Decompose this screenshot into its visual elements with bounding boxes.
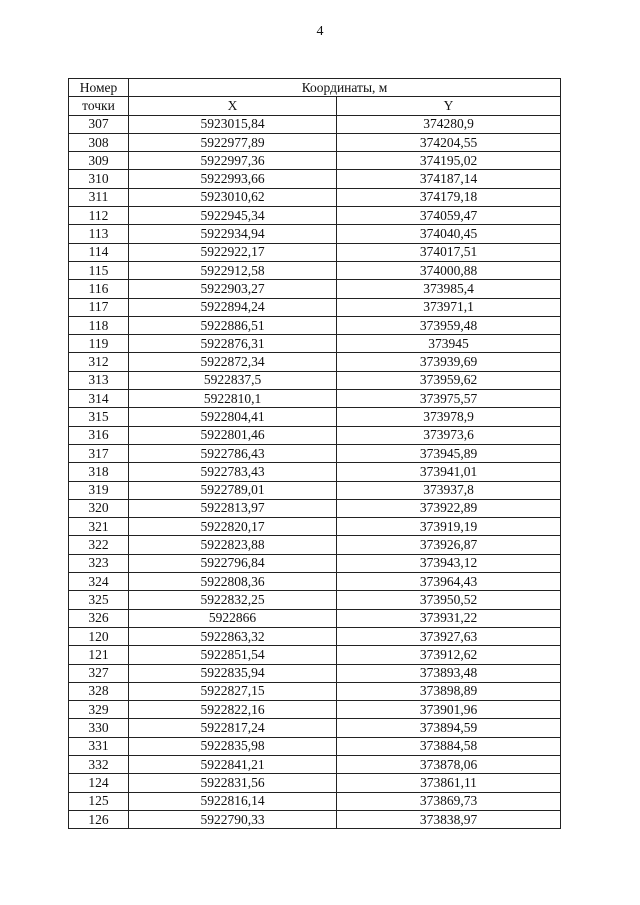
table-row bbox=[69, 316, 561, 334]
table-row bbox=[69, 627, 561, 645]
table-row bbox=[69, 518, 561, 536]
x-coordinate-cell: 5922837,5 bbox=[129, 371, 337, 389]
x-coordinate-cell: 5922804,41 bbox=[129, 408, 337, 426]
point-number-cell: 310 bbox=[69, 170, 129, 188]
y-coordinate-cell: 373939,69 bbox=[337, 353, 561, 371]
table-row bbox=[69, 261, 561, 279]
x-coordinate-cell: 5922977,89 bbox=[129, 133, 337, 151]
y-coordinate-cell: 373973,6 bbox=[337, 426, 561, 444]
y-coordinate-cell: 374017,51 bbox=[337, 243, 561, 261]
table-row bbox=[69, 225, 561, 243]
x-coordinate-cell: 5922820,17 bbox=[129, 518, 337, 536]
table-row bbox=[69, 170, 561, 188]
table-row bbox=[69, 682, 561, 700]
x-coordinate-cell: 5922835,94 bbox=[129, 664, 337, 682]
point-number-cell: 320 bbox=[69, 499, 129, 517]
y-coordinate-cell: 374280,9 bbox=[337, 115, 561, 133]
y-coordinate-cell: 373893,48 bbox=[337, 664, 561, 682]
point-number-cell: 328 bbox=[69, 682, 129, 700]
y-coordinate-cell: 373884,58 bbox=[337, 737, 561, 755]
x-coordinate-cell: 5922827,15 bbox=[129, 682, 337, 700]
y-coordinate-cell: 373985,4 bbox=[337, 280, 561, 298]
point-number-cell: 112 bbox=[69, 207, 129, 225]
y-coordinate-cell: 373869,73 bbox=[337, 792, 561, 810]
point-number-cell: 314 bbox=[69, 390, 129, 408]
y-coordinate-cell: 373931,22 bbox=[337, 609, 561, 627]
point-number-cell: 126 bbox=[69, 810, 129, 828]
point-number-cell: 114 bbox=[69, 243, 129, 261]
y-coordinate-cell: 373945,89 bbox=[337, 444, 561, 462]
table-row bbox=[69, 280, 561, 298]
y-coordinate-cell: 373959,48 bbox=[337, 316, 561, 334]
point-number-cell: 325 bbox=[69, 591, 129, 609]
x-coordinate-cell: 5922796,84 bbox=[129, 554, 337, 572]
x-coordinate-cell: 5922934,94 bbox=[129, 225, 337, 243]
point-number-cell: 321 bbox=[69, 518, 129, 536]
x-coordinate-cell: 5922817,24 bbox=[129, 719, 337, 737]
point-number-cell: 307 bbox=[69, 115, 129, 133]
table-row bbox=[69, 481, 561, 499]
x-coordinate-cell: 5922810,1 bbox=[129, 390, 337, 408]
table-row bbox=[69, 719, 561, 737]
table-row bbox=[69, 371, 561, 389]
y-coordinate-cell: 373927,63 bbox=[337, 627, 561, 645]
point-number-cell: 125 bbox=[69, 792, 129, 810]
point-number-cell: 331 bbox=[69, 737, 129, 755]
point-number-cell: 124 bbox=[69, 774, 129, 792]
table-row bbox=[69, 646, 561, 664]
table-row bbox=[69, 207, 561, 225]
x-coordinate-cell: 5922835,98 bbox=[129, 737, 337, 755]
point-number-cell: 312 bbox=[69, 353, 129, 371]
x-coordinate-cell: 5922886,51 bbox=[129, 316, 337, 334]
table-row bbox=[69, 755, 561, 773]
page-number: 4 bbox=[316, 24, 324, 39]
point-number-cell: 113 bbox=[69, 225, 129, 243]
x-coordinate-cell: 5922841,21 bbox=[129, 755, 337, 773]
y-coordinate-cell: 373941,01 bbox=[337, 463, 561, 481]
x-coordinate-cell: 5922801,46 bbox=[129, 426, 337, 444]
table-row bbox=[69, 133, 561, 151]
x-coordinate-cell: 5922863,32 bbox=[129, 627, 337, 645]
x-coordinate-cell: 5922993,66 bbox=[129, 170, 337, 188]
table-row bbox=[69, 499, 561, 517]
table-row bbox=[69, 737, 561, 755]
point-number-cell: 332 bbox=[69, 755, 129, 773]
table-row bbox=[69, 810, 561, 828]
x-column-header: X bbox=[129, 97, 337, 115]
y-coordinate-cell: 373912,62 bbox=[337, 646, 561, 664]
table-row bbox=[69, 243, 561, 261]
x-coordinate-cell: 5922903,27 bbox=[129, 280, 337, 298]
table-row bbox=[69, 408, 561, 426]
x-coordinate-cell: 5922783,43 bbox=[129, 463, 337, 481]
table-row bbox=[69, 152, 561, 170]
y-coordinate-cell: 374187,14 bbox=[337, 170, 561, 188]
table-row bbox=[69, 188, 561, 206]
x-coordinate-cell: 5922894,24 bbox=[129, 298, 337, 316]
x-coordinate-cell: 5922912,58 bbox=[129, 261, 337, 279]
point-number-cell: 121 bbox=[69, 646, 129, 664]
x-coordinate-cell: 5922997,36 bbox=[129, 152, 337, 170]
point-number-cell: 115 bbox=[69, 261, 129, 279]
y-coordinate-cell: 373937,8 bbox=[337, 481, 561, 499]
y-column-header: Y bbox=[337, 97, 561, 115]
y-coordinate-cell: 374179,18 bbox=[337, 188, 561, 206]
point-number-cell: 326 bbox=[69, 609, 129, 627]
point-number-cell: 317 bbox=[69, 444, 129, 462]
x-coordinate-cell: 5922813,97 bbox=[129, 499, 337, 517]
point-number-cell: 309 bbox=[69, 152, 129, 170]
point-number-cell: 118 bbox=[69, 316, 129, 334]
x-coordinate-cell: 5922832,25 bbox=[129, 591, 337, 609]
table-row bbox=[69, 298, 561, 316]
coordinates-table-body bbox=[69, 79, 561, 829]
x-coordinate-cell: 5922922,17 bbox=[129, 243, 337, 261]
y-coordinate-cell: 373838,97 bbox=[337, 810, 561, 828]
table-row bbox=[69, 444, 561, 462]
point-number-header-line1: Номер bbox=[69, 79, 129, 97]
point-number-cell: 308 bbox=[69, 133, 129, 151]
x-coordinate-cell: 5923015,84 bbox=[129, 115, 337, 133]
y-coordinate-cell: 374000,88 bbox=[337, 261, 561, 279]
table-row bbox=[69, 591, 561, 609]
x-coordinate-cell: 5923010,62 bbox=[129, 188, 337, 206]
y-coordinate-cell: 373950,52 bbox=[337, 591, 561, 609]
x-coordinate-cell: 5922790,33 bbox=[129, 810, 337, 828]
y-coordinate-cell: 373898,89 bbox=[337, 682, 561, 700]
y-coordinate-cell: 373959,62 bbox=[337, 371, 561, 389]
point-number-cell: 315 bbox=[69, 408, 129, 426]
table-row bbox=[69, 774, 561, 792]
y-coordinate-cell: 374059,47 bbox=[337, 207, 561, 225]
table-row bbox=[69, 463, 561, 481]
y-coordinate-cell: 374040,45 bbox=[337, 225, 561, 243]
y-coordinate-cell: 373971,1 bbox=[337, 298, 561, 316]
header-row-1 bbox=[69, 79, 561, 97]
table-row bbox=[69, 115, 561, 133]
point-number-header-line2: точки bbox=[69, 97, 129, 115]
point-number-cell: 329 bbox=[69, 701, 129, 719]
y-coordinate-cell: 373975,57 bbox=[337, 390, 561, 408]
y-coordinate-cell: 374204,55 bbox=[337, 133, 561, 151]
table-row bbox=[69, 609, 561, 627]
table-row bbox=[69, 792, 561, 810]
table-row bbox=[69, 573, 561, 591]
x-coordinate-cell: 5922872,34 bbox=[129, 353, 337, 371]
x-coordinate-cell: 5922808,36 bbox=[129, 573, 337, 591]
x-coordinate-cell: 5922831,56 bbox=[129, 774, 337, 792]
y-coordinate-cell: 373894,59 bbox=[337, 719, 561, 737]
point-number-cell: 319 bbox=[69, 481, 129, 499]
y-coordinate-cell: 373922,89 bbox=[337, 499, 561, 517]
point-number-cell: 119 bbox=[69, 335, 129, 353]
y-coordinate-cell: 373978,9 bbox=[337, 408, 561, 426]
y-coordinate-cell: 373878,06 bbox=[337, 755, 561, 773]
point-number-cell: 324 bbox=[69, 573, 129, 591]
y-coordinate-cell: 373945 bbox=[337, 335, 561, 353]
x-coordinate-cell: 5922816,14 bbox=[129, 792, 337, 810]
point-number-cell: 120 bbox=[69, 627, 129, 645]
point-number-cell: 117 bbox=[69, 298, 129, 316]
table-row bbox=[69, 353, 561, 371]
point-number-cell: 322 bbox=[69, 536, 129, 554]
x-coordinate-cell: 5922823,88 bbox=[129, 536, 337, 554]
y-coordinate-cell: 373926,87 bbox=[337, 536, 561, 554]
coordinates-header: Координаты, м bbox=[129, 79, 561, 97]
y-coordinate-cell: 373919,19 bbox=[337, 518, 561, 536]
point-number-cell: 330 bbox=[69, 719, 129, 737]
x-coordinate-cell: 5922876,31 bbox=[129, 335, 337, 353]
table-row bbox=[69, 701, 561, 719]
y-coordinate-cell: 373943,12 bbox=[337, 554, 561, 572]
point-number-cell: 323 bbox=[69, 554, 129, 572]
x-coordinate-cell: 5922945,34 bbox=[129, 207, 337, 225]
point-number-cell: 116 bbox=[69, 280, 129, 298]
table-row bbox=[69, 335, 561, 353]
table-row bbox=[69, 536, 561, 554]
point-number-cell: 316 bbox=[69, 426, 129, 444]
x-coordinate-cell: 5922851,54 bbox=[129, 646, 337, 664]
point-number-cell: 313 bbox=[69, 371, 129, 389]
y-coordinate-cell: 373901,96 bbox=[337, 701, 561, 719]
x-coordinate-cell: 5922789,01 bbox=[129, 481, 337, 499]
table-row bbox=[69, 426, 561, 444]
y-coordinate-cell: 373964,43 bbox=[337, 573, 561, 591]
header-row-2 bbox=[69, 97, 561, 115]
table-row bbox=[69, 664, 561, 682]
x-coordinate-cell: 5922786,43 bbox=[129, 444, 337, 462]
point-number-cell: 327 bbox=[69, 664, 129, 682]
table-row bbox=[69, 554, 561, 572]
table-row bbox=[69, 390, 561, 408]
point-number-cell: 318 bbox=[69, 463, 129, 481]
x-coordinate-cell: 5922866 bbox=[129, 609, 337, 627]
y-coordinate-cell: 373861,11 bbox=[337, 774, 561, 792]
y-coordinate-cell: 374195,02 bbox=[337, 152, 561, 170]
point-number-cell: 311 bbox=[69, 188, 129, 206]
x-coordinate-cell: 5922822,16 bbox=[129, 701, 337, 719]
coordinates-table bbox=[68, 78, 561, 829]
